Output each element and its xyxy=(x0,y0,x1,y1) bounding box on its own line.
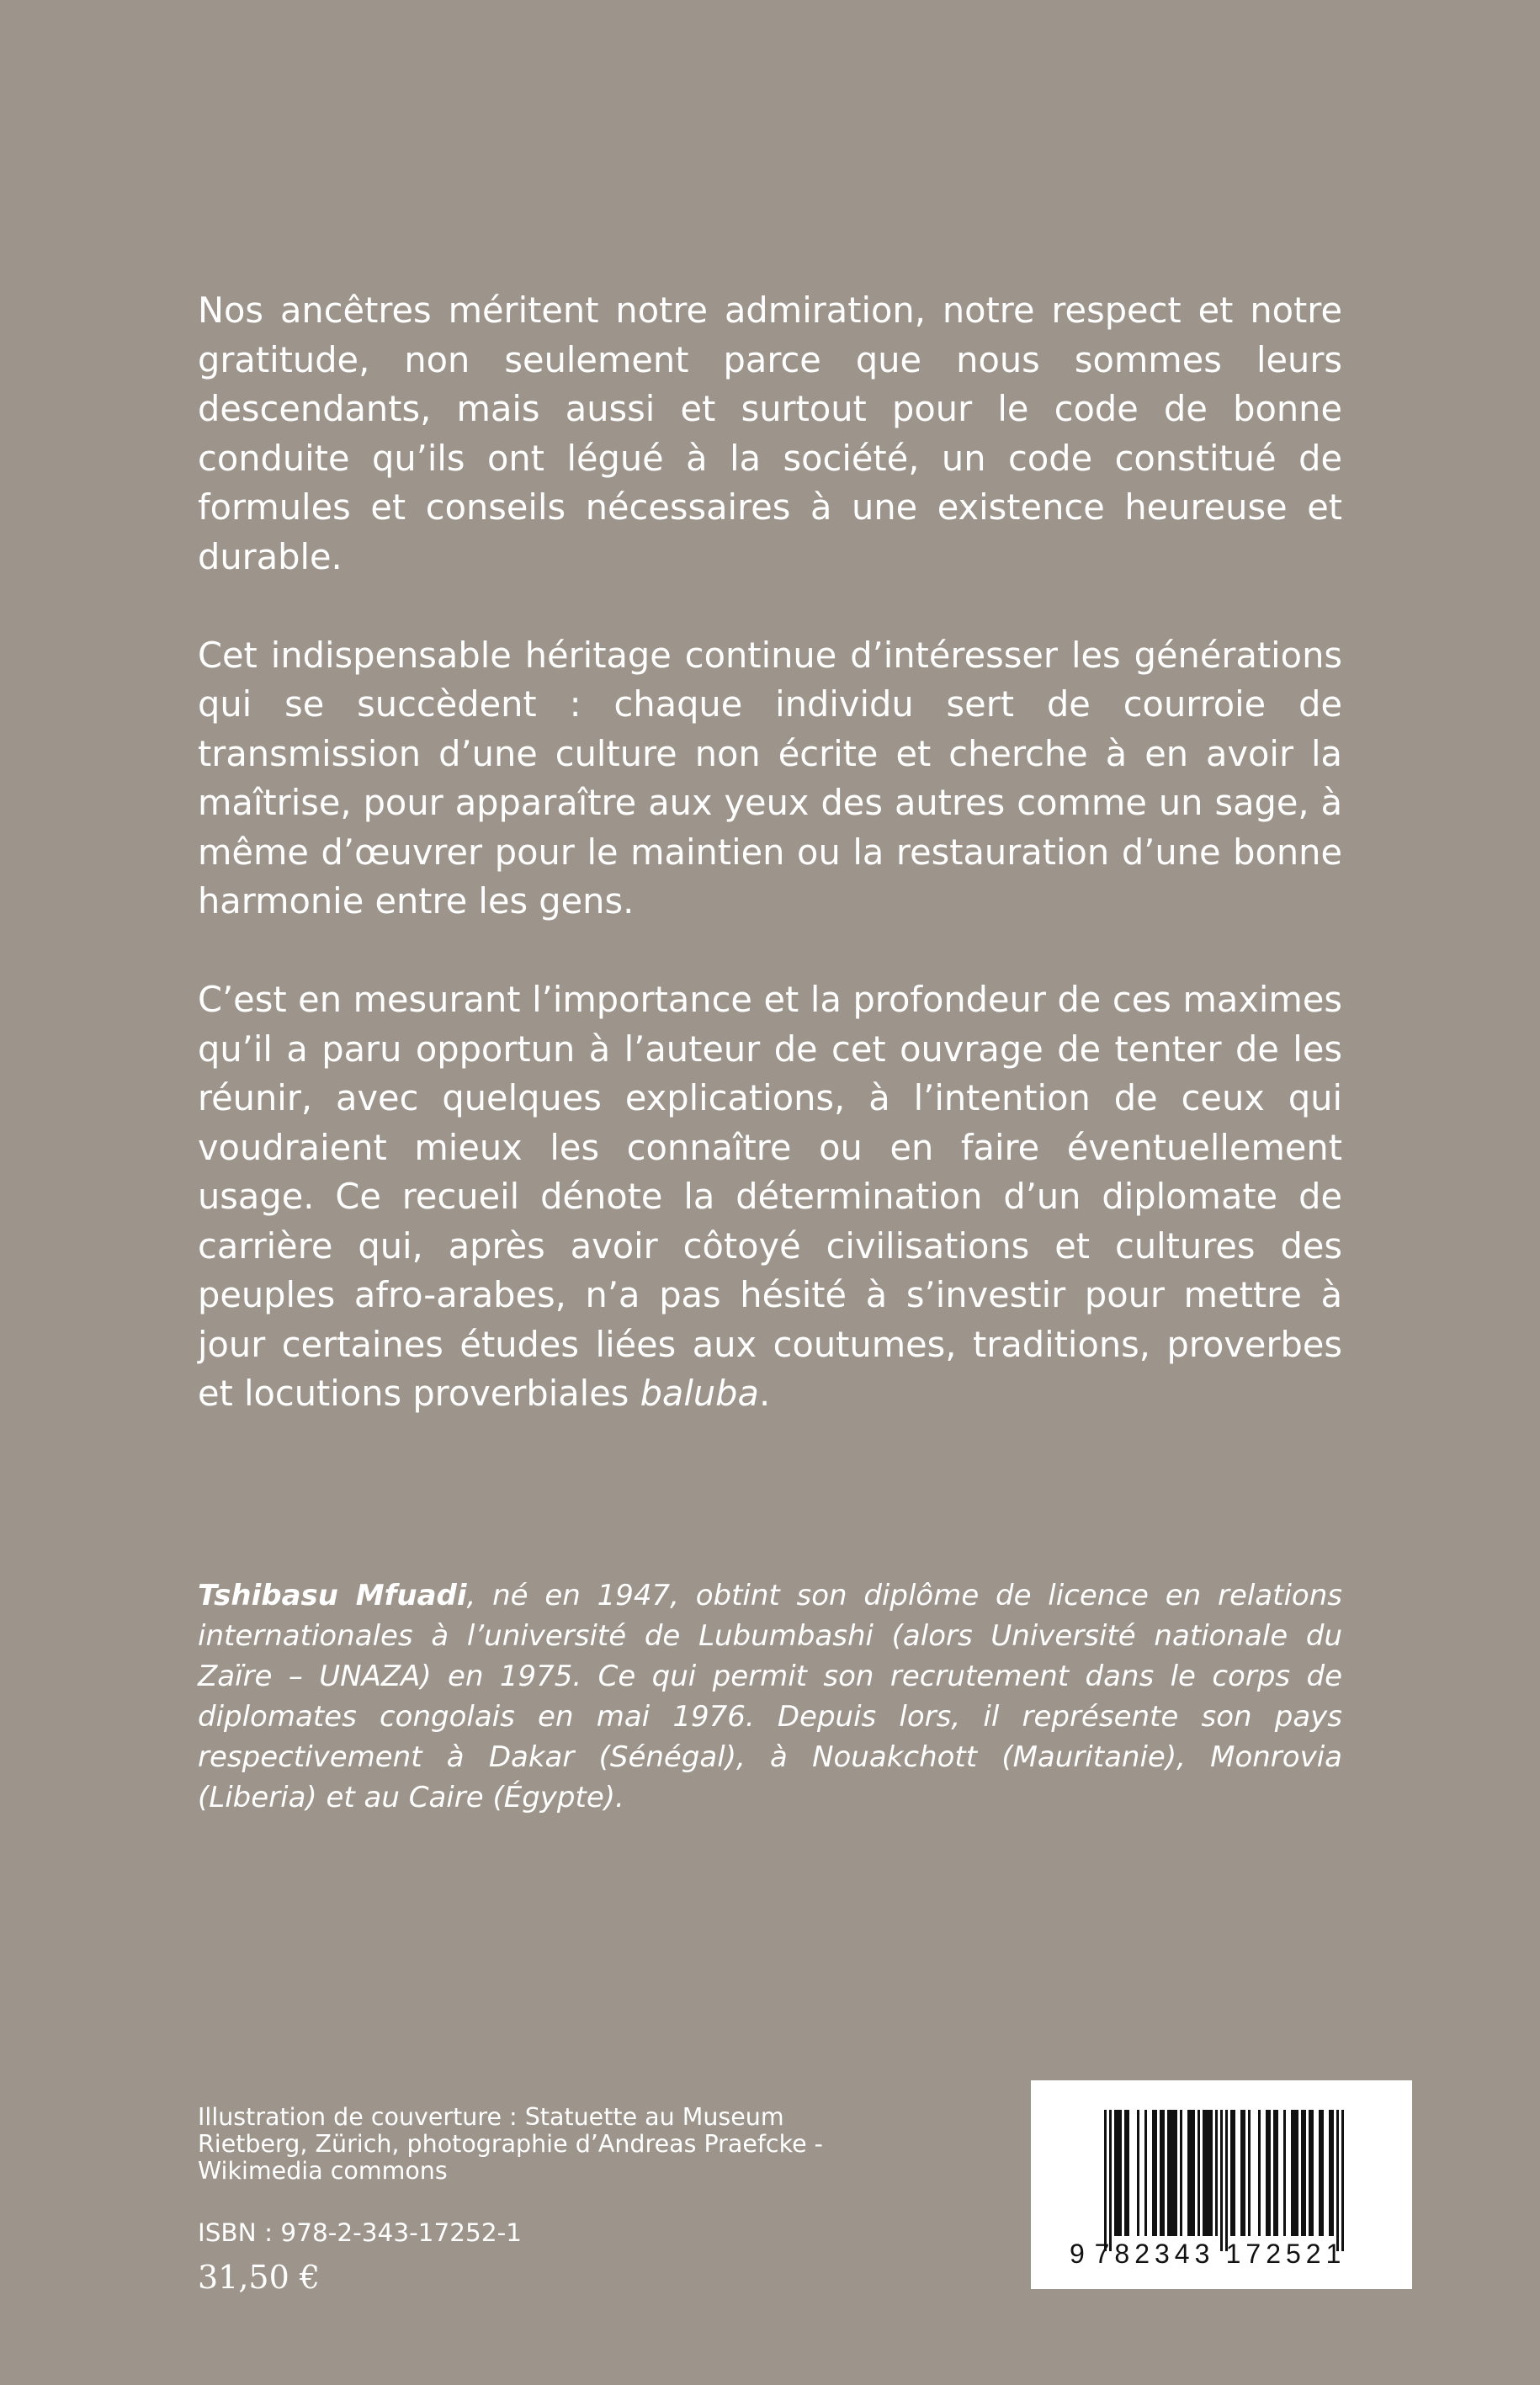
barcode-bar xyxy=(1167,2110,1170,2236)
barcode-guard-bar xyxy=(1341,2110,1344,2251)
back-cover-description xyxy=(198,286,1342,1419)
paragraph-3-text: C’est en mesurant l’importance et la profondeur de ces maximes qu’il a paru opportun à l’auteur de cet ouvrage de tenter de les réunir, avec quelques explications, à l’intention de ceux qui voudraient mieux les connaître ou en faire éventuellement usage. Ce recueil dénote la détermination d’un diplomate de carrière qui, après avoir côtoyé civilisations et cultures des peuples afro-arabes, n’a pas hésité à s’investir pour mettre à jour certaines études liées aux coutumes, traditions, proverbes et locutions proverbiales xyxy=(198,979,1342,1414)
barcode-bar xyxy=(1258,2110,1261,2236)
paragraph-2: Cet indispensable héritage continue d’intéresser les générations qui se succèdent : chaque individu sert de courroie de transmission d’une culture non écrite et cherche à en avoir la maîtrise, pour apparaître aux yeux des autres comme un sage, à même d’œuvrer pour le maintien ou la restauration d’une bonne harmonie entre les gens. xyxy=(198,634,1342,922)
paragraph-3-italic-word: baluba xyxy=(640,1373,759,1414)
barcode-bar xyxy=(1210,2110,1213,2236)
author-name: Tshibasu Mfuadi xyxy=(198,1579,467,1612)
barcode-bar xyxy=(1283,2110,1286,2236)
barcode-bar xyxy=(1124,2110,1127,2236)
barcode-bar xyxy=(1293,2110,1296,2236)
barcode-bar xyxy=(1319,2110,1321,2236)
barcode-bar xyxy=(1155,2110,1157,2236)
barcode-bar xyxy=(1137,2110,1139,2236)
barcode-bar xyxy=(1309,2110,1311,2236)
barcode-bar xyxy=(1197,2110,1200,2236)
barcode-bar xyxy=(1268,2110,1271,2236)
barcode-bar xyxy=(1152,2110,1155,2236)
barcode-guard-bar xyxy=(1336,2110,1339,2251)
barcode-bar xyxy=(1180,2110,1182,2236)
barcode-bar xyxy=(1329,2110,1331,2236)
isbn-label: ISBN : 978-2-343-17252-1 xyxy=(198,2218,522,2247)
barcode-bar xyxy=(1192,2110,1195,2236)
ean13-barcode xyxy=(1065,2110,1394,2270)
barcode-bar xyxy=(1311,2110,1314,2236)
barcode-left-digits: 782343 xyxy=(1094,2239,1215,2269)
author-bio-text: , né en 1947, obtint son diplôme de licence en relations internationales à l’université de Lubumbashi (alors Université nationale du Zaïre – UNAZA) en 1975. Ce qui permit son recrutement dans le corps de diplomates congolais en mai 1976. Depuis lors, il représente son pays respectivement à Dakar (Sénégal), à Nouakchott (Mauritanie), Monrovia (Liberia) et au Caire (Égypte). xyxy=(198,1579,1342,1814)
barcode-bar xyxy=(1162,2110,1165,2236)
barcode-bar xyxy=(1276,2110,1278,2236)
barcode-bar xyxy=(1144,2110,1147,2236)
barcode-bar xyxy=(1114,2110,1117,2236)
barcode-bar xyxy=(1187,2110,1190,2236)
barcode-bar xyxy=(1190,2110,1192,2236)
barcode-bar xyxy=(1203,2110,1205,2236)
barcode-bar xyxy=(1243,2110,1245,2236)
barcode-bar xyxy=(1208,2110,1210,2236)
barcode-bar xyxy=(1117,2110,1119,2236)
barcode-bar xyxy=(1127,2110,1129,2236)
barcode-bar xyxy=(1205,2110,1208,2236)
barcode-bar xyxy=(1321,2110,1324,2236)
barcode-bar xyxy=(1175,2110,1177,2236)
author-bio xyxy=(198,1575,1342,1818)
paragraph-3 xyxy=(198,975,1342,1419)
barcode-bar xyxy=(1273,2110,1276,2236)
barcode-guard-bar xyxy=(1109,2110,1112,2251)
illustration-credits: Illustration de couverture : Statuette au Museum Rietberg, Zürich, photographie d’Andreas Praefcke - Wikimedia commons xyxy=(198,2103,823,2185)
barcode-guard-bar xyxy=(1104,2110,1107,2251)
barcode-bar xyxy=(1160,2110,1162,2236)
barcode-bar xyxy=(1215,2110,1218,2236)
barcode-bar xyxy=(1266,2110,1268,2236)
barcode-bar xyxy=(1291,2110,1293,2236)
barcode-bar xyxy=(1233,2110,1235,2236)
barcode-bar xyxy=(1331,2110,1334,2236)
barcode-bar xyxy=(1296,2110,1298,2236)
barcode-guard-bar xyxy=(1220,2110,1223,2251)
paragraph-3-end: . xyxy=(758,1373,771,1414)
barcode-bar xyxy=(1240,2110,1243,2236)
barcode-bar xyxy=(1170,2110,1172,2236)
barcode-guard-bar xyxy=(1225,2110,1228,2251)
barcode-box xyxy=(1031,2080,1412,2289)
barcode-bar xyxy=(1301,2110,1304,2236)
barcode-bar xyxy=(1304,2110,1306,2236)
barcode-right-digits: 172521 xyxy=(1225,2239,1346,2269)
paragraph-1: Nos ancêtres méritent notre admiration, notre respect et notre gratitude, non seulement parce que nous sommes leurs descendants, mais aussi et surtout pour le code de bonne conduite qu’ils ont légué à la société, un code constitué de formules et conseils nécessaires à une existence heureuse et durable. xyxy=(198,289,1342,577)
barcode-bar xyxy=(1230,2110,1233,2236)
price: 31,50 € xyxy=(198,2259,321,2296)
barcode-bar xyxy=(1119,2110,1122,2236)
barcode-bar xyxy=(1248,2110,1251,2236)
barcode-first-digit: 9 xyxy=(1070,2239,1085,2269)
barcode-bar xyxy=(1172,2110,1175,2236)
